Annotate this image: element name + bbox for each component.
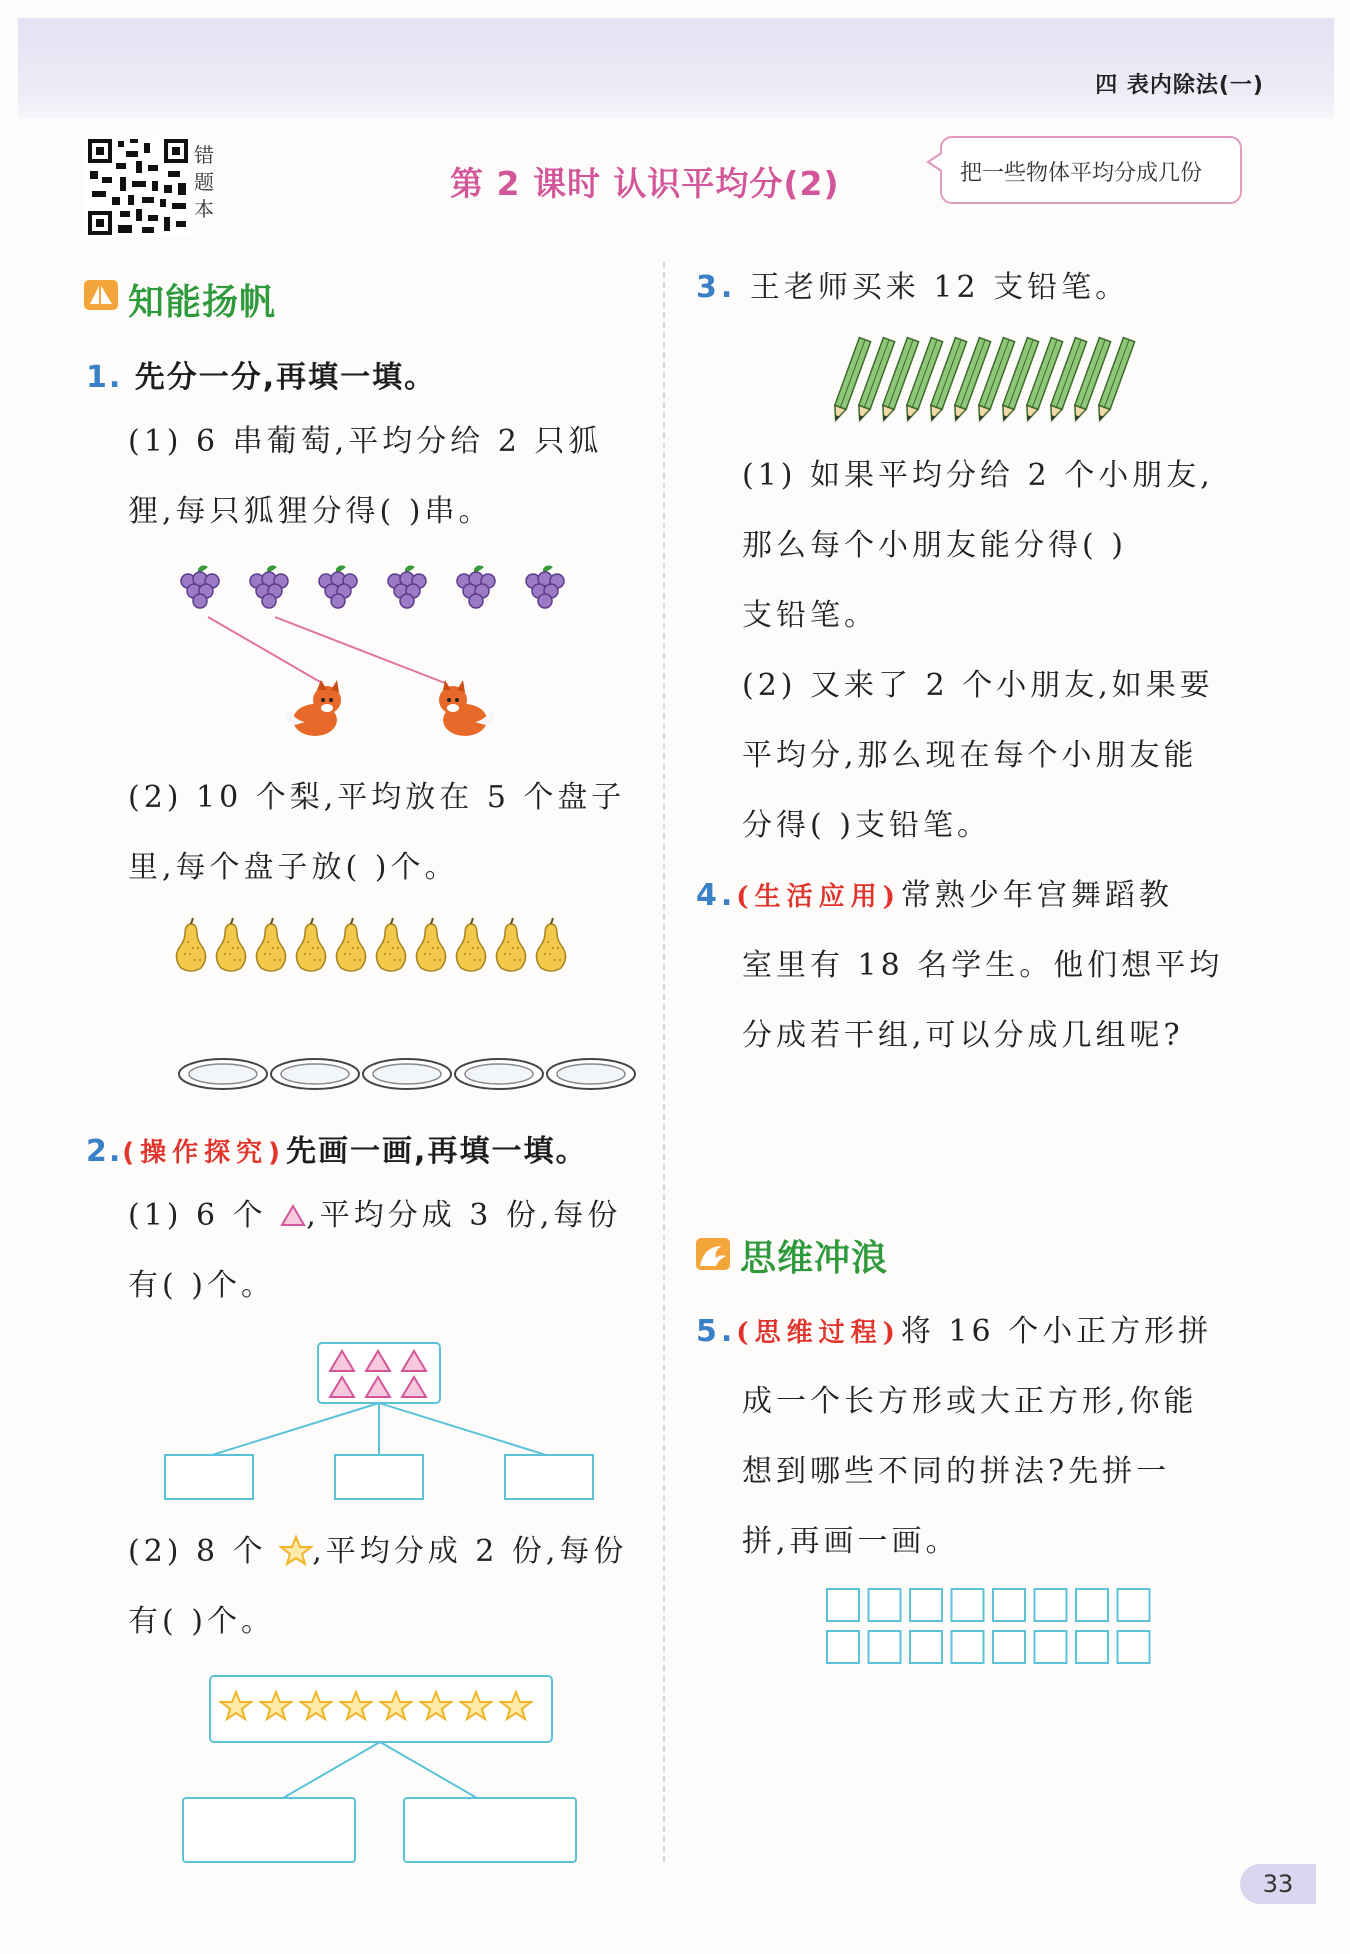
plate-icon	[547, 1059, 635, 1089]
grape-icon	[250, 565, 288, 608]
grape-icon	[388, 565, 426, 608]
q4-line2: 室里有 18 名学生。他们想平均	[742, 948, 1224, 983]
pear-icon	[216, 918, 245, 971]
q2-number: 2.	[86, 1134, 123, 1169]
fox-1-icon	[286, 680, 341, 736]
page-number: 33	[1240, 1864, 1316, 1904]
small-square	[1035, 1631, 1067, 1663]
small-square	[1118, 1631, 1150, 1663]
q4-line1-text: 常熟少年宫舞蹈教	[900, 878, 1173, 913]
small-square	[1076, 1589, 1108, 1621]
q2-p2-line1	[128, 1530, 627, 1574]
triangle-icon	[280, 1203, 306, 1227]
plates-row	[179, 1059, 635, 1089]
q3-p2-line1: (2) 又来了 2 个小朋友,如果要	[742, 668, 1214, 703]
lesson-goal-text: 把一些物体平均分成几份	[960, 161, 1203, 186]
q3-text: 王老师买来 12 支铅笔。	[749, 270, 1130, 305]
qr-code[interactable]	[86, 137, 190, 237]
pear-icon	[296, 918, 325, 971]
fox-2-icon	[439, 680, 494, 736]
q5-number: 5.	[696, 1314, 737, 1349]
qr-label: 错题本	[194, 143, 214, 221]
star-division-figure	[180, 1672, 600, 1872]
small-square	[1035, 1589, 1067, 1621]
q5-line1	[696, 1310, 1212, 1355]
q4-line3: 分成若干组,可以分成几组呢?	[742, 1018, 1184, 1053]
q5-line3: 想到哪些不同的拼法?先拼一	[742, 1454, 1171, 1489]
pear-icon	[176, 918, 205, 971]
q1-p2-line2: 里,每个盘子放( )个。	[128, 850, 459, 885]
answer-box-2	[335, 1455, 423, 1499]
q2-p2-a: (2) 8 个	[128, 1534, 281, 1569]
q2-heading	[86, 1126, 587, 1170]
q2-p1-a: (1) 6 个	[128, 1198, 281, 1233]
q1-heading	[86, 352, 436, 396]
q5-tag: (思维过程)	[736, 1318, 901, 1348]
triangle-division-figure	[160, 1335, 600, 1505]
q2-p2-b: ,平均分成 2 份,每份	[312, 1534, 628, 1569]
q1-p1-line1: (1) 6 串葡萄,平均分给 2 只狐	[128, 424, 603, 459]
grapes-row	[181, 565, 564, 608]
pencils-group	[830, 338, 1135, 423]
lesson-title: 第 2 课时 认识平均分(2)	[450, 164, 840, 203]
section-title-2: 思维冲浪	[740, 1238, 889, 1279]
grape-icon	[526, 565, 564, 608]
small-square	[869, 1631, 901, 1663]
section-icon-wave	[696, 1236, 732, 1276]
tag-pointer-inner	[930, 154, 942, 170]
column-divider	[663, 262, 665, 1862]
pear-icon	[336, 918, 365, 971]
small-square	[910, 1631, 942, 1663]
q2-p1-line1	[128, 1194, 621, 1238]
squares-group	[827, 1589, 1150, 1663]
lesson-goal-box	[940, 136, 1242, 204]
connect-line-1	[208, 617, 322, 683]
q1-number: 1.	[86, 360, 123, 395]
q3-p1-line2: 那么每个小朋友能分得( )	[742, 528, 1127, 563]
grape-icon	[457, 565, 495, 608]
q4-line1	[696, 874, 1173, 919]
q3-heading	[696, 266, 1129, 310]
small-square	[827, 1631, 859, 1663]
section-title-1: 知能扬帆	[128, 282, 277, 323]
pencils-figure	[830, 333, 1160, 429]
q2-tag: (操作探究)	[122, 1138, 287, 1168]
q2-p1-b: ,平均分成 3 份,每份	[306, 1198, 622, 1233]
q3-p2-line3: 分得( )支铅笔。	[742, 808, 991, 843]
small-square	[993, 1631, 1025, 1663]
pear-icon	[416, 918, 445, 971]
answer-box-3	[505, 1455, 593, 1499]
small-square	[869, 1589, 901, 1621]
plate-icon	[363, 1059, 451, 1089]
pear-icon	[496, 918, 525, 971]
pear-icon	[536, 918, 565, 971]
q5-line2: 成一个长方形或大正方形,你能	[742, 1384, 1198, 1419]
connect-line-2	[275, 617, 445, 683]
q2-text: 先画一画,再填一填。	[286, 1134, 588, 1169]
star-answer-box-2	[404, 1798, 576, 1862]
grape-icon	[181, 565, 219, 608]
small-squares-figure	[826, 1588, 1156, 1670]
section-icon-sail	[84, 276, 120, 316]
pears-row	[176, 918, 565, 971]
grapes-foxes-figure	[180, 565, 600, 745]
q1-p1-line2: 狸,每只狐狸分得( )串。	[128, 494, 493, 529]
answer-box-1	[165, 1455, 253, 1499]
q5-line1-text: 将 16 个小正方形拼	[900, 1314, 1213, 1349]
plate-icon	[455, 1059, 543, 1089]
q3-p2-line2: 平均分,那么现在每个小朋友能	[742, 738, 1198, 773]
pear-icon	[256, 918, 285, 971]
q5-line4: 拼,再画一画。	[742, 1524, 960, 1559]
plate-icon	[271, 1059, 359, 1089]
pear-icon	[456, 918, 485, 971]
q4-tag: (生活应用)	[736, 882, 901, 912]
small-square	[827, 1589, 859, 1621]
star-answer-box-1	[183, 1798, 355, 1862]
q3-p1-line1: (1) 如果平均分给 2 个小朋友,	[742, 458, 1214, 493]
q2-p1-line2: 有( )个。	[128, 1268, 275, 1303]
star-source-box	[210, 1676, 552, 1742]
small-square	[952, 1631, 984, 1663]
q2-p2-line2: 有( )个。	[128, 1604, 275, 1639]
small-square	[910, 1589, 942, 1621]
q1-text: 先分一分,再填一填。	[134, 360, 437, 395]
pear-icon	[376, 918, 405, 971]
star-icon	[280, 1535, 312, 1565]
q3-number: 3.	[696, 270, 737, 305]
q3-p1-line3: 支铅笔。	[742, 598, 878, 633]
chapter-title: 四 表内除法(一)	[1095, 73, 1264, 98]
small-square	[1076, 1631, 1108, 1663]
small-square	[952, 1589, 984, 1621]
q4-number: 4.	[696, 878, 737, 913]
small-square	[993, 1589, 1025, 1621]
plate-icon	[179, 1059, 267, 1089]
small-square	[1118, 1589, 1150, 1621]
grape-icon	[319, 565, 357, 608]
q1-p2-line1: (2) 10 个梨,平均放在 5 个盘子	[128, 780, 626, 815]
pears-plates-figure	[175, 918, 615, 1098]
